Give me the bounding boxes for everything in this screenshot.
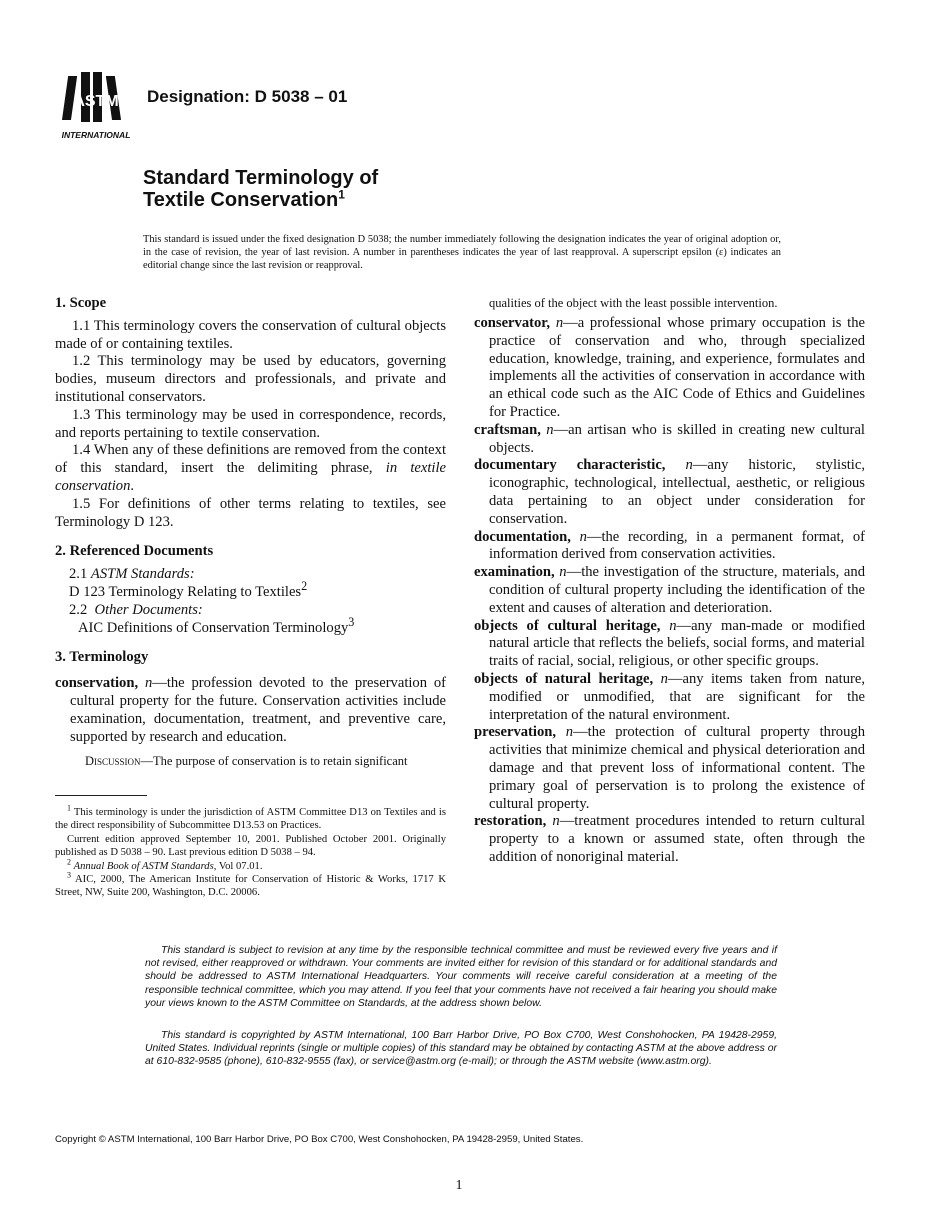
terminology-heading: 3. Terminology <box>55 649 149 666</box>
footnote-rule <box>55 795 147 796</box>
scope-1-2: 1.2 This terminology may be used by educators, governing bodies, museum directors and professionals, and private and institutional conservators. <box>55 353 446 405</box>
scope-1-1: 1.1 This terminology covers the conservation of cultural objects made of or containing textiles. <box>55 317 446 352</box>
left-column <box>55 295 446 769</box>
footnote-1: $^1$ This terminology is under the jurisdiction of ASTM Committee D13 on Textiles and is the direct responsibility of Subcommittee D13.53 on Practices. <box>55 803 446 832</box>
right-column <box>474 295 865 867</box>
copyright-footer: Copyright © ASTM International, 100 Barr Harbor Drive, PO Box C700, West Conshohocken, PA 19428-2959, United States. <box>55 1134 584 1145</box>
title-line-2: Textile Conservation$^1$ <box>143 187 345 211</box>
page-number: 1 <box>455 1178 463 1193</box>
term-documentary-characteristic: documentary characteristic, n—any historic, stylistic, iconographic, technological, intellectual, aesthetic, or religious data pertaining to an object under consideration for conservation. <box>474 457 865 527</box>
term-objects-cultural-heritage: objects of cultural heritage, n—any man-made or modified natural article that reflects the beliefs, social forms, and material traits of racial, social, religious, or other specific groups. <box>474 617 866 670</box>
term-conservator: conservator, n—a professional whose primary occupation is the practice of conservation and who, through specialized education, knowledge, training, and experience, formulates and implements all the activities of conservation in accordance with an ethical code such as the AIC Code of Ethics and Guidelines for Practice. <box>474 315 865 420</box>
logo-letters: ASTM <box>73 93 119 110</box>
term-objects-natural-heritage: objects of natural heritage, n—any items taken from nature, modified or unmodified, that are significant for the interpretation of the natural environment. <box>474 670 865 723</box>
footnote-3: $^3$ AIC, 2000, The American Institute for Conservation of Historic & Works, 1717 K Street, NW, Suite 200, Washington, D.C. 20006. <box>55 870 446 899</box>
discussion-continued: qualities of the object with the least possible intervention. <box>489 296 778 310</box>
astm-logo <box>56 70 136 142</box>
discussion: Discussion—The purpose of conservation is to retain significant <box>85 754 408 769</box>
revision-notice: This standard is subject to revision at any time by the responsible technical committee and must be reviewed every five years and if not revised, either reapproved or withdrawn. Your comments are invited either for revision of this standard or for additional standards and should be addressed to ASTM International Headquarters. Your comments will receive careful consideration at a meeting of the responsible technical committee, which you may attend. If you feel that your comments have not received a fair hearing you should make your views known to the ASTM Committee on Standards, at the address shown below. <box>145 945 777 1009</box>
other-doc: AIC Definitions of Conservation Terminology$^3$ <box>78 614 355 636</box>
footnote-2: $^2$ Annual Book of ASTM Standards, Vol 07.01. <box>67 857 263 872</box>
scope-1-5: 1.5 For definitions of other terms relating to textiles, see Terminology D 123. <box>55 495 446 530</box>
title-line-1: Standard Terminology of <box>143 167 379 189</box>
other-documents-label: 2.2 Other Documents: <box>69 601 203 618</box>
footnotes <box>55 803 446 900</box>
scope-heading: 1. Scope <box>55 295 107 311</box>
logo-caption: INTERNATIONAL <box>61 130 131 140</box>
footnote-1b: Current edition approved September 10, 2001. Published October 2001. Originally published as D 5038 – 90. Last previous edition D 5038 – 94. <box>55 833 446 859</box>
term-restoration: restoration, n—treatment procedures intended to return cultural property to a known or assumed state, often through the addition of nonoriginal material. <box>474 813 866 865</box>
term-craftsman: craftsman, n—an artisan who is skilled in creating new cultural objects. <box>474 421 865 456</box>
scope-1-4: 1.4 When any of these definitions are removed from the context of this standard, insert the delimiting phrase, in textile conservation. <box>55 442 447 494</box>
issue-note: This standard is issued under the fixed designation D 5038; the number immediately following the designation indicates the year of original adoption or, in the case of revision, the year of last revision. A number in parentheses indicates the year of last reapproval. A superscript epsilon (ε) indicates an editorial change since the last revision or reapproval. <box>143 234 781 271</box>
designation: Designation: D 5038 – 01 <box>147 87 348 106</box>
title-footnote-ref: 1 <box>338 187 345 202</box>
term-preservation: preservation, n—the protection of cultural property through activities that minimize chemical and physical deterioration and damage and that prevent loss of informational content. The primary goal of perservation is to prolong the existence of cultural property. <box>474 724 865 812</box>
astm-logo-graphic <box>56 70 136 142</box>
astm-standards-label: 2.1 ASTM Standards: <box>69 566 195 583</box>
copyright-notice: This standard is copyrighted by ASTM International, 100 Barr Harbor Drive, PO Box C700, West Conshohocken, PA 19428-2959, United States. Individual reprints (single or multiple copies) of this standard may be obtained by contacting ASTM at the above address or at 610-832-9585 (phone), 610-832-9555 (fax), or service@astm.org (e-mail); or through the ASTM website (www.astm.org). <box>145 1030 777 1068</box>
scope-1-3: 1.3 This terminology may be used in correspondence, records, and reports pertaining to textile conservation. <box>55 406 446 441</box>
term-documentation: documentation, n—the recording, in a permanent format, of information derived from conservation activities. <box>474 528 865 563</box>
term-examination: examination, n—the investigation of the structure, materials, and condition of cultural property including the identification of the extent and causes of alteration and deterioration. <box>474 564 865 616</box>
astm-doc: D 123 Terminology Relating to Textiles$^2$ <box>69 579 308 600</box>
term-conservation: conservation, n—the profession devoted to the preservation of cultural property for the future. Conservation activities include examination, documentation, treatment, and preventive care, supported by research and education. <box>55 675 446 745</box>
page-title <box>143 167 378 211</box>
referenced-heading: 2. Referenced Documents <box>55 543 214 560</box>
